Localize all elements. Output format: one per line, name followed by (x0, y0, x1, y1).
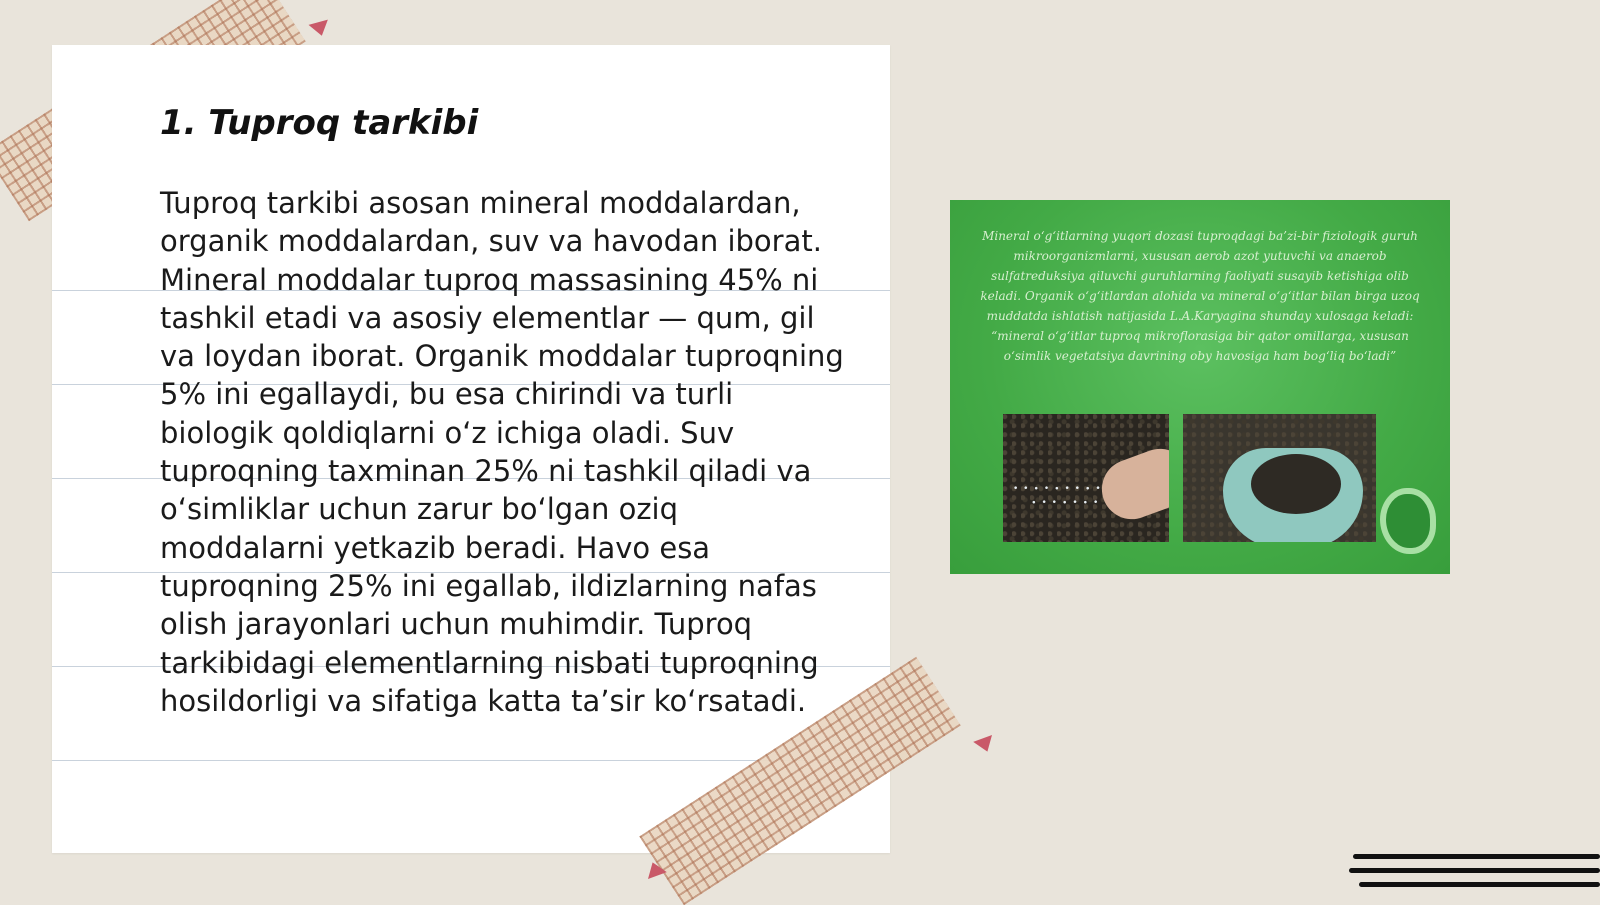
fertilizer-image (950, 200, 1450, 574)
tape-corner-decoration (643, 859, 667, 879)
fertilizer-granules: • • ∙ • ∙ • • ∙ • (1013, 484, 1102, 494)
tape-corner-decoration (309, 20, 332, 39)
soil-photo-right (1183, 414, 1376, 542)
hand-shape (1093, 440, 1169, 527)
soil-photo-left (1003, 414, 1169, 542)
decorative-line (1349, 868, 1600, 873)
decorative-lines (1349, 846, 1600, 900)
soil-handful (1251, 454, 1341, 514)
image-caption: Mineral o‘g‘itlarning yuqori dozasi tuproqdagi ba’zi-bir fiziologik guruh mikroorganizmlarni, xususan aerob azot yutuvchi va anaerob sulfatreduksiya qiluvchi guruhlarning faoliyati susayib ketishiga olib keladi. Organik o‘g‘itlardan alohida va mineral o‘g‘itlar bilan birga uzoq muddatda ishlatish natijasida L.A.Karyagina shunday xulosaga keladi: “mineral o‘g‘itlar tuproq mikroflorasiga bir qator omillarga, xususan o‘simlik vegetatsiya davrining oby havosiga ham bog‘liq bo‘ladi” (980, 229, 1420, 363)
decorative-line (1353, 854, 1600, 859)
fertilizer-granules: ∙ • • ∙ • ∙ • (1031, 498, 1100, 508)
recycle-leaf-icon (1380, 488, 1436, 554)
slide-title: 1. Tuproq tarkibi (160, 103, 479, 143)
decorative-line (1359, 882, 1600, 887)
tape-corner-decoration (973, 735, 997, 755)
body-paragraph: Tuproq tarkibi asosan mineral moddalardan, organik moddalardan, suv va havodan iborat. Mineral moddalar tuproq massasining 45% ni tashkil etadi va asosiy elementlar — qum, gil va loydan iborat. Organik moddalar tuproqning 5% ini egallaydi, bu esa chirindi va turli biologik qoldiqlarni o‘z ichiga oladi. Suv tuproqning taxminan 25% ni tashkil qiladi va o‘simliklar uchun zarur bo‘lgan oziq moddalarni yetkazib beradi. Havo esa tuproqning 25% ini egallab, ildizlarning nafas olish jarayonlari uchun muhimdir. Tuproq tarkibidagi elementlarning nisbati tuproqning hosildorligi va sifatiga katta ta’sir ko‘rsatadi. (160, 186, 844, 718)
